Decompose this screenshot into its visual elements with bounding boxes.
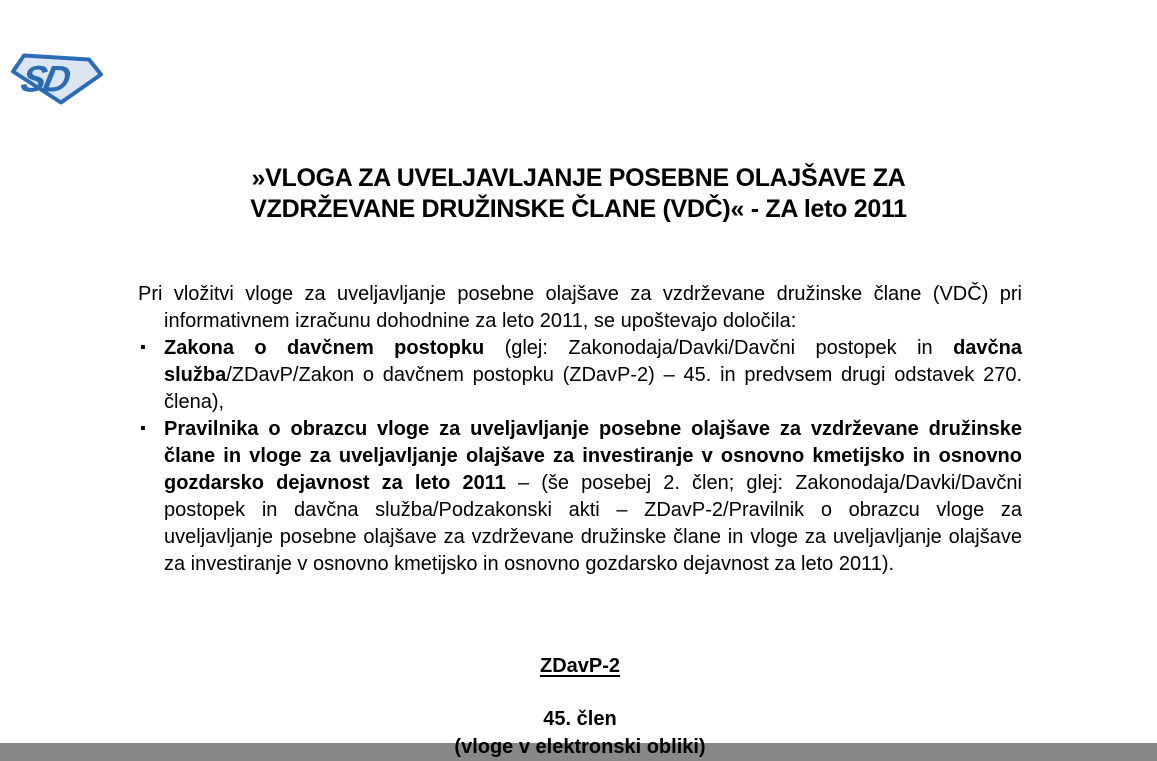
text-segment: (glej: Zakonodaja/Davki/Davčni postopek in (484, 337, 954, 359)
title-line-1: »VLOGA ZA UVELJAVLJANJE POSEBNE OLAJŠAVE ZA (251, 164, 906, 192)
section-law-label: ZDavP-2 (539, 655, 621, 677)
bullet-list (138, 335, 1022, 578)
document-title (0, 163, 1157, 225)
section-law-heading (138, 653, 1022, 680)
bullet-item-zakon (138, 335, 1022, 416)
intro-paragraph: Pri vložitvi vloge za uveljavljanje posebne olajšave za vzdrževane družinske člane (VDČ) pri informativnem izračunu dohodnine za leto 2011, se upoštevajo določila: (138, 283, 1022, 332)
title-line-2: VZDRŽEVANE DRUŽINSKE ČLANE (VDČ)« - ZA leto 2011 (250, 195, 907, 223)
sd-logo (11, 50, 106, 106)
bullet-marker: ▪ (140, 420, 146, 437)
bold-phrase: davčna služba (164, 337, 1022, 386)
bold-phrase: Pravilnika o obrazcu vloge za uveljavljanje posebne olajšave za vzdrževane družinske člane in vloge za uveljavljanje olajšave za investiranje v osnovno kmetijsko in osnovno gozdarsko dejavnost za leto 2011 (164, 418, 1022, 494)
bold-phrase: Zakona o davčnem postopku (164, 337, 485, 359)
sd-logo-graphic (11, 50, 106, 106)
article-subtitle-cutoff: (vloge v elektronski obliki) (454, 736, 706, 758)
text-segment: – (še posebej 2. člen; glej: Zakonodaja/Davki/Davčni postopek in davčna služba/Podzakonski akti – ZDavP-2/Pravilnik o obrazcu vloge za uveljavljanje posebne olajšave za vzdrževane družinske člane in vloge za uveljavljanje olajšave za investiranje v osnovno kmetijsko in osnovno gozdarsko dejavnost za leto 2011). (164, 472, 1022, 575)
bullet-marker: ▪ (140, 339, 146, 356)
article-number-heading: 45. člen (543, 708, 617, 730)
text-segment: /ZDavP/Zakon o davčnem postopku (ZDavP-2) – 45. in predvsem drugi odstavek 270. člena), (164, 364, 1022, 413)
logo-letters: SD (17, 57, 72, 100)
body-text (138, 281, 1022, 578)
bullet-item-pravilnik (138, 416, 1022, 578)
